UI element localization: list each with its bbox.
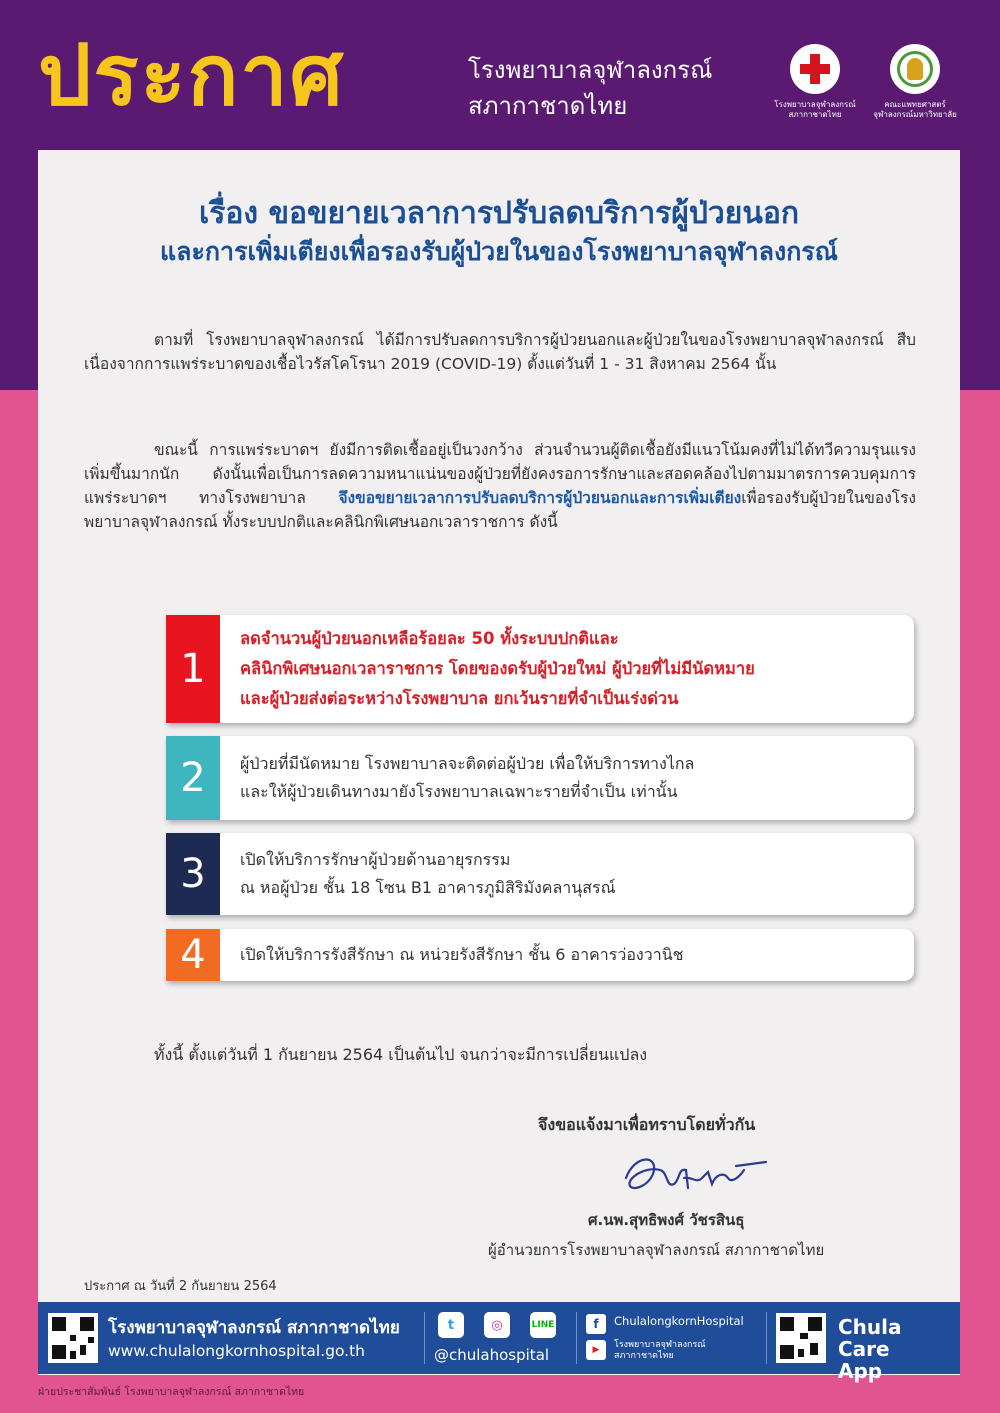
item-number-badge: 1 bbox=[166, 615, 220, 723]
logo2-caption-line2: จุฬาลงกรณ์มหาวิทยาลัย bbox=[873, 110, 957, 119]
faculty-logo bbox=[860, 44, 970, 120]
list-item-2 bbox=[166, 736, 914, 820]
twitter-icon[interactable]: t bbox=[438, 1312, 464, 1338]
subject-line1: เรื่อง ขอขยายเวลาการปรับลดบริการผู้ป่วยนอก bbox=[198, 196, 800, 231]
subject-heading bbox=[38, 194, 960, 270]
effective-date-text: ทั้งนี้ ตั้งแต่วันที่ 1 กันยายน 2564 เป็นต้นไป จนกว่าจะมีการเปลี่ยนแปลง bbox=[154, 1045, 648, 1064]
app-name-line2: App bbox=[838, 1359, 883, 1383]
footer-divider bbox=[576, 1312, 577, 1364]
signer-title: ผู้อำนวยการโรงพยาบาลจุฬาลงกรณ์ สภากาชาดไทย bbox=[488, 1241, 825, 1259]
announcement-card bbox=[38, 150, 960, 1375]
body-paragraph-1 bbox=[84, 328, 916, 376]
item-1-line3: และผู้ป่วยส่งต่อระหว่างโรงพยาบาล ยกเว้นรายที่จำเป็นเร่งด่วน bbox=[240, 689, 679, 708]
item-text bbox=[240, 736, 900, 820]
app-name bbox=[838, 1316, 960, 1382]
youtube-icon[interactable]: ▶ bbox=[586, 1340, 606, 1360]
director-signature bbox=[616, 1148, 786, 1203]
item-1-line1: ลดจำนวนผู้ป่วยนอกเหลือร้อยละ 50 ทั้งระบบปกติและ bbox=[240, 629, 619, 648]
instagram-icon[interactable]: ◎ bbox=[484, 1312, 510, 1338]
paragraph-1-text: ตามที่ โรงพยาบาลจุฬาลงกรณ์ ได้มีการปรับลดการบริการผู้ป่วยนอกและผู้ป่วยในของโรงพยาบาลจุฬาลงกรณ์ สืบเนื่องจากการแพร่ระบาดของเชื้อไวรัสโคโรนา 2019 (COVID-19) ตั้งแต่วันที่ 1 - 31 สิงหาคม 2564 นั้น bbox=[84, 331, 916, 373]
logo1-caption-line1: โรงพยาบาลจุฬาลงกรณ์ bbox=[774, 100, 856, 109]
notify-text: จึงขอแจ้งมาเพื่อทราบโดยทั่วกัน bbox=[538, 1115, 756, 1134]
social-handle[interactable]: @chulahospital bbox=[434, 1346, 550, 1364]
header-org-line1: โรงพยาบาลจุฬาลงกรณ์ bbox=[468, 56, 713, 84]
footer-organization: โรงพยาบาลจุฬาลงกรณ์ สภากาชาดไทย bbox=[108, 1318, 400, 1338]
red-cross-logo bbox=[760, 44, 870, 120]
item-3-line2: ณ หอผู้ป่วย ชั้น 18 โซน B1 อาคารภูมิสิริมังคลานุสรณ์ bbox=[240, 878, 616, 897]
item-text bbox=[240, 615, 900, 723]
footer-bar bbox=[38, 1302, 960, 1383]
website-qr-code[interactable] bbox=[48, 1313, 98, 1363]
youtube-channel-link[interactable] bbox=[614, 1340, 706, 1362]
app-qr-code[interactable] bbox=[776, 1313, 826, 1363]
facebook-page-link[interactable]: ChulalongkornHospital bbox=[614, 1314, 744, 1328]
credit-text: ฝ่ายประชาสัมพันธ์ โรงพยาบาลจุฬาลงกรณ์ สภากาชาดไทย bbox=[38, 1386, 305, 1398]
app-name-line1: Chula Care bbox=[838, 1315, 902, 1361]
item-1-line2: คลินิกพิเศษนอกเวลาราชการ โดยของดรับผู้ป่วยใหม่ ผู้ป่วยที่ไม่มีนัดหมาย bbox=[240, 659, 755, 678]
item-number-badge: 4 bbox=[166, 929, 220, 981]
youtube-line1: โรงพยาบาลจุฬาลงกรณ์ bbox=[614, 1340, 706, 1350]
item-4-line1: เปิดให้บริการรังสีรักษา ณ หน่วยรังสีรักษา ชั้น 6 อาคารว่องวานิช bbox=[240, 945, 684, 964]
item-3-line1: เปิดให้บริการรักษาผู้ป่วยด้านอายุรกรรม bbox=[240, 850, 511, 869]
youtube-line2: สภากาชาดไทย bbox=[614, 1351, 674, 1361]
item-2-line1: ผู้ป่วยที่มีนัดหมาย โรงพยาบาลจะติดต่อผู้ป่วย เพื่อให้บริการทางไกล bbox=[240, 754, 695, 773]
list-item-3 bbox=[166, 833, 914, 915]
paragraph-2-end: เพื่อรองรับผู้ป่วยในของโรงพยาบาลจุฬาลงกรณ์ ทั้งระบบปกติและคลินิกพิเศษนอกเวลาราชการ ดังนี้ bbox=[84, 489, 916, 531]
red-cross-icon bbox=[790, 44, 840, 94]
facebook-icon[interactable]: f bbox=[586, 1314, 606, 1334]
item-number-badge: 3 bbox=[166, 833, 220, 915]
logo2-caption-line1: คณะแพทยศาสตร์ bbox=[884, 100, 946, 109]
line-icon[interactable]: LINE bbox=[530, 1312, 556, 1338]
item-number-badge: 2 bbox=[166, 736, 220, 820]
list-item-4 bbox=[166, 929, 914, 981]
header-organization bbox=[468, 52, 712, 124]
signer-name: ศ.นพ.สุทธิพงศ์ วัชรสินธุ bbox=[588, 1211, 745, 1229]
announcement-date: ประกาศ ณ วันที่ 2 กันยายน 2564 bbox=[84, 1279, 277, 1294]
website-link[interactable]: www.chulalongkornhospital.go.th bbox=[108, 1342, 366, 1360]
footer-divider bbox=[424, 1312, 425, 1364]
subject-line2: และการเพิ่มเตียงเพื่อรองรับผู้ป่วยในของโรงพยาบาลจุฬาลงกรณ์ bbox=[160, 237, 838, 266]
list-item-1 bbox=[166, 615, 914, 723]
faculty-seal-icon bbox=[890, 44, 940, 94]
item-text bbox=[240, 833, 900, 915]
footer-divider bbox=[766, 1312, 767, 1364]
logo1-caption-line2: สภากาชาดไทย bbox=[788, 110, 842, 119]
item-2-line2: และให้ผู้ป่วยเดินทางมายังโรงพยาบาลเฉพาะรายที่จำเป็น เท่านั้น bbox=[240, 782, 678, 801]
body-paragraph-2 bbox=[84, 438, 916, 534]
announcement-title: ประกาศ bbox=[38, 26, 345, 124]
header-org-line2: สภากาชาดไทย bbox=[468, 92, 628, 120]
paragraph-2-highlight: จึงขอขยายเวลาการปรับลดบริการผู้ป่วยนอกและการเพิ่มเตียง bbox=[338, 489, 742, 507]
item-text bbox=[240, 929, 900, 981]
paragraph-2-text: ขณะนี้ การแพร่ระบาดฯ ยังมีการติดเชื้ออยู่เป็นวงกว้าง ส่วนจำนวนผู้ติดเชื้อยังมีแนวโน้มคงที่ไม่ได้ทวีความรุนแรงเพิ่มขึ้นมากนัก ดังนั้นเพื่อเป็นการลดความหนาแน่นของผู้ป่วยที่ยังคงรอการรักษาและสอดคล้องไปตามมาตรการควบคุมการแพร่ระบาดฯ ทางโรงพยาบาล bbox=[84, 441, 916, 507]
